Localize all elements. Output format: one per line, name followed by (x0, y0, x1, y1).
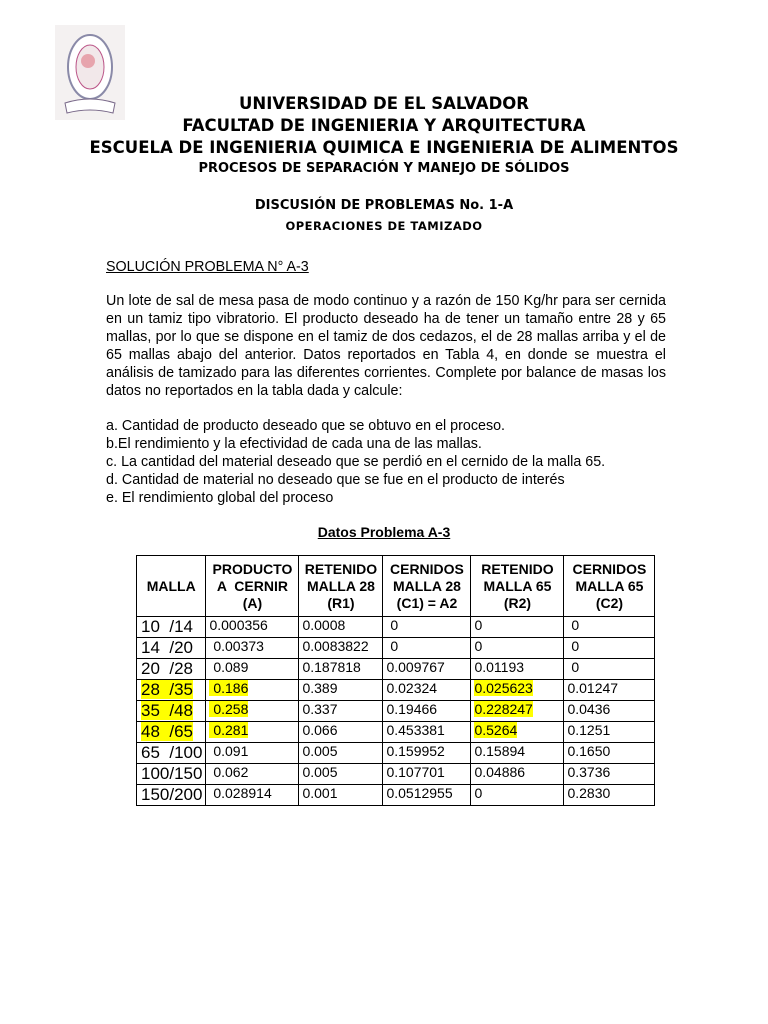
table-row (137, 764, 655, 785)
value-cell (564, 659, 655, 680)
value-cell (564, 680, 655, 701)
value-cell (383, 743, 471, 764)
cell-text: 0.04886 (474, 764, 526, 780)
cell-text: 0.02324 (386, 680, 438, 696)
cell-text: 0.1650 (567, 743, 611, 759)
mesh-cell (137, 680, 206, 701)
header-line: CERNIDOS (390, 560, 464, 577)
header-line: (R1) (327, 594, 355, 611)
cell-text: 28 /35 (141, 680, 193, 699)
header-line: RETENIDO (481, 560, 554, 577)
value-cell (299, 701, 383, 722)
value-cell (206, 638, 299, 659)
cell-text: 65 /100 (141, 743, 203, 762)
header-line: MALLA 65 (483, 577, 552, 594)
value-cell (383, 638, 471, 659)
cell-text: 0.000356 (209, 617, 268, 633)
header-line: (C1) = A2 (396, 594, 458, 611)
value-cell (564, 785, 655, 806)
question-a: a. Cantidad de producto deseado que se obtuvo en el proceso. (106, 418, 506, 434)
cell-text: 0 (567, 638, 580, 654)
value-cell (471, 701, 564, 722)
cell-text: 0.2830 (567, 785, 611, 801)
cell-text: 0 (386, 617, 399, 633)
column-header (137, 556, 206, 617)
value-cell (471, 638, 564, 659)
cell-text: 0.5264 (474, 722, 518, 738)
header-line: MALLA 28 (306, 577, 375, 594)
value-cell (471, 785, 564, 806)
question-e: e. El rendimiento global del proceso (106, 490, 334, 506)
document-subtitle: OPERACIONES DE TAMIZADO (285, 219, 483, 233)
value-cell (471, 743, 564, 764)
value-cell (383, 659, 471, 680)
value-cell (564, 638, 655, 659)
cell-text: 0.091 (209, 743, 249, 759)
value-cell (206, 764, 299, 785)
cell-text: 0.337 (302, 701, 338, 717)
cell-text: 0.15894 (474, 743, 526, 759)
value-cell (206, 785, 299, 806)
header-line: MALLA 28 (392, 577, 461, 594)
cell-text: 0.001 (302, 785, 338, 801)
value-cell (206, 722, 299, 743)
value-cell (299, 764, 383, 785)
value-cell (471, 680, 564, 701)
header-line: MALLA (146, 577, 196, 594)
data-table (136, 555, 655, 806)
value-cell (206, 617, 299, 638)
cell-text: 0.025623 (474, 680, 533, 696)
value-cell (383, 680, 471, 701)
value-cell (299, 617, 383, 638)
cell-text: 0.089 (209, 659, 249, 675)
column-header (564, 556, 655, 617)
table-row (137, 617, 655, 638)
cell-text: 0 (474, 617, 483, 633)
cell-text: 35 /48 (141, 701, 193, 720)
cell-text: 48 /65 (141, 722, 193, 741)
question-d: d. Cantidad de material no deseado que se fue en el producto de interés (106, 472, 565, 488)
cell-text: 0.028914 (209, 785, 272, 801)
cell-text: 0.186 (209, 680, 249, 696)
cell-text: 0.187818 (302, 659, 361, 675)
value-cell (564, 701, 655, 722)
cell-text: 0 (474, 785, 483, 801)
table-row (137, 722, 655, 743)
mesh-cell (137, 659, 206, 680)
header-line: A CERNIR (216, 577, 288, 594)
header-line: (R2) (503, 594, 532, 611)
table-title: Datos Problema A-3 (317, 524, 451, 540)
mesh-cell (137, 722, 206, 743)
cell-text: 0.01193 (474, 659, 525, 675)
cell-text: 0 (567, 659, 580, 675)
header-line: MALLA 65 (575, 577, 644, 594)
value-cell (206, 743, 299, 764)
cell-text: 0.159952 (386, 743, 445, 759)
value-cell (383, 785, 471, 806)
faculty-name: FACULTAD DE INGENIERIA Y ARQUITECTURA (182, 116, 586, 135)
cell-text: 0 (474, 638, 483, 654)
cell-text: 0.258 (209, 701, 249, 717)
header-line: RETENIDO (304, 560, 378, 577)
cell-text: 0.389 (302, 680, 338, 696)
cell-text: 0.1251 (567, 722, 611, 738)
cell-text: 0.3736 (567, 764, 611, 780)
value-cell (471, 617, 564, 638)
value-cell (383, 617, 471, 638)
value-cell (299, 785, 383, 806)
mesh-cell (137, 638, 206, 659)
value-cell (471, 764, 564, 785)
cell-text: 0.0083822 (302, 638, 369, 654)
cell-text: 0.066 (302, 722, 338, 738)
cell-text: 0.009767 (386, 659, 445, 675)
cell-text: 0.005 (302, 743, 338, 759)
value-cell (299, 743, 383, 764)
header-line: (A) (242, 594, 263, 611)
course-name: PROCESOS DE SEPARACIÓN Y MANEJO DE SÓLIDOS (198, 161, 570, 176)
value-cell (299, 680, 383, 701)
value-cell (299, 638, 383, 659)
cell-text: 0.01247 (567, 680, 619, 696)
column-header (206, 556, 299, 617)
table-row (137, 659, 655, 680)
cell-text: 0.281 (209, 722, 249, 738)
mesh-cell (137, 743, 206, 764)
column-header (299, 556, 383, 617)
value-cell (206, 680, 299, 701)
cell-text: 0.228247 (474, 701, 533, 717)
header-line: PRODUCTO (212, 560, 293, 577)
cell-text: 0.005 (302, 764, 338, 780)
cell-text: 10 /14 (141, 617, 193, 636)
cell-text: 150/200 (141, 785, 203, 804)
header-line: (C2) (595, 594, 624, 611)
column-header (383, 556, 471, 617)
cell-text: 0.062 (209, 764, 249, 780)
value-cell (383, 701, 471, 722)
table-row (137, 638, 655, 659)
cell-text: 0.0436 (567, 701, 611, 717)
cell-text: 14 /20 (141, 638, 193, 657)
header-line: CERNIDOS (572, 560, 647, 577)
school-name: ESCUELA DE INGENIERIA QUIMICA E INGENIERIA DE ALIMENTOS (89, 138, 679, 157)
table-row (137, 743, 655, 764)
table-row (137, 785, 655, 806)
question-c: c. La cantidad del material deseado que se perdió en el cernido de la malla 65. (106, 454, 606, 470)
mesh-cell (137, 785, 206, 806)
value-cell (383, 722, 471, 743)
mesh-cell (137, 617, 206, 638)
mesh-cell (137, 701, 206, 722)
university-name: UNIVERSIDAD DE EL SALVADOR (238, 94, 529, 113)
value-cell (299, 722, 383, 743)
value-cell (471, 659, 564, 680)
cell-text: 0.19466 (386, 701, 438, 717)
cell-text: 100/150 (141, 764, 203, 783)
cell-text: 0.0008 (302, 617, 346, 633)
solution-heading: SOLUCIÓN PROBLEMA N° A-3 (106, 259, 309, 275)
cell-text: 20 /28 (141, 659, 193, 678)
cell-text: 0 (567, 617, 580, 633)
value-cell (564, 617, 655, 638)
value-cell (564, 764, 655, 785)
problem-statement: Un lote de sal de mesa pasa de modo continuo y a razón de 150 Kg/hr para ser cernida en un tamiz tipo vibratorio. El producto deseado ha de tener un tamaño entre 28 y 65 mallas, por lo que se dispone en el tamiz de dos cedazos, el de 28 mallas arriba y el de 65 mallas abajo del anterior. Datos reportados en Tabla 4, en donde se muestra el análisis de tamizado para las diferentes corrientes. Complete por balance de masas los datos no reportados en la tabla dada y calcule: (106, 293, 666, 399)
question-b: b.El rendimiento y la efectividad de cada una de las mallas. (106, 436, 482, 452)
mesh-cell (137, 764, 206, 785)
value-cell (564, 743, 655, 764)
value-cell (206, 701, 299, 722)
table-row (137, 701, 655, 722)
document-title: DISCUSIÓN DE PROBLEMAS No. 1-A (254, 198, 514, 213)
table-row (137, 680, 655, 701)
value-cell (471, 722, 564, 743)
cell-text: 0.0512955 (386, 785, 453, 801)
cell-text: 0 (386, 638, 399, 654)
value-cell (564, 722, 655, 743)
value-cell (299, 659, 383, 680)
cell-text: 0.453381 (386, 722, 445, 738)
cell-text: 0.107701 (386, 764, 445, 780)
value-cell (206, 659, 299, 680)
cell-text: 0.00373 (209, 638, 264, 654)
value-cell (383, 764, 471, 785)
column-header (471, 556, 564, 617)
